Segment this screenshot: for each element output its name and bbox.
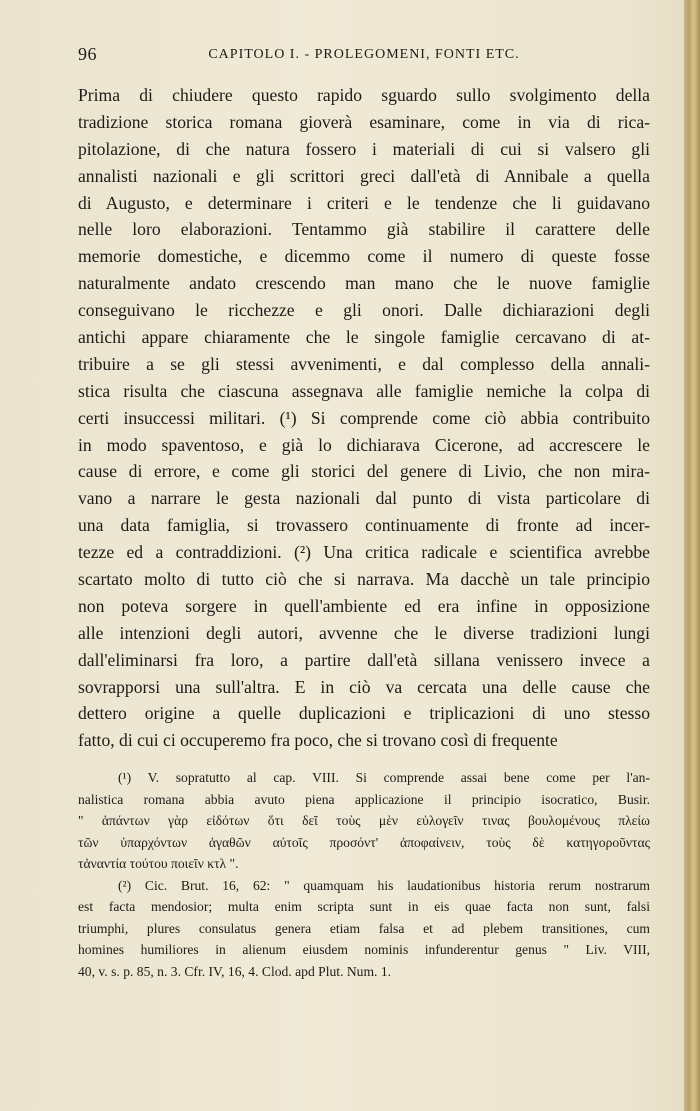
text-line: dall'eliminarsi fra loro, a partire dall'età sillana venissero invece a [78,649,650,670]
text-line: annalisti nazionali e gli scrittori greci dall'età di Annibale a quella [78,165,650,186]
text-line: dettero origine a quelle duplicazioni e triplicazioni di uno stesso [78,703,650,724]
text-line: tradizione storica romana gioverà esaminare, come in via di rica- [78,111,650,132]
text-line: certi insuccessi militari. (¹) Si comprende come ciò abbia contribuito [78,407,650,428]
footnote-line: est facta mendosior; multa enim scripta sunt in eis quae facta non sunt, falsi [78,899,650,914]
footnote-line: (¹) V. sopratutto al cap. VIII. Si comprende assai bene come per l'an- [118,770,650,785]
text-line: scartato molto di tutto ciò che si narrava. Ma dacchè un tale principio [78,569,650,590]
footnote-line: triumphi, plures consulatus genera etiam falsa et ad plebem transitiones, cum [78,920,650,936]
footnote-line: τἀναντία τούτου ποιεῖν κτλ ". [78,856,239,871]
page-edge [684,0,700,1111]
main-text [78,82,650,754]
text-line: stica risulta che ciascuna assegnava alle famiglie nemiche la colpa di [78,380,650,401]
page-header [78,44,650,72]
footnote-line: " ἁπάντων γὰρ εἰδότων ὅτι δεῖ τοὺς μὲν εὐλογεῖν τινας βουλομένους πλείω [78,813,650,828]
text-line: conseguivano le ricchezze e gli onori. Dalle dichiarazioni degli [78,300,650,321]
text-line: in modo spaventoso, e già lo dichiarava Cicerone, ad accrescere le [78,434,650,455]
footnote-line: nalistica romana abbia avuto piena applicazione il principio isocratico, Busir. [78,791,650,807]
text-line: vano a narrare le gesta nazionali dal punto di vista particolare di [78,488,650,509]
text-line: fatto, di cui ci occuperemo fra poco, che si trovano così di frequente [78,730,558,751]
text-line: alle intenzioni degli autori, avvenne che le diverse tradizioni lungi [78,622,650,643]
footnote-line: τῶν ὑπαρχόντων ἀγαθῶν αὐτοῖς προσόντ' ἀποφαίνειν, τοὺς δὲ κατηγοροῦντας [78,834,650,850]
running-title: CAPITOLO I. - PROLEGOMENI, FONTI ETC. [208,47,520,62]
text-line: naturalmente andato crescendo man mano che le nuove famiglie [78,273,650,294]
text-line: una data famiglia, si trovassero continuamente di fronte ad incer- [78,515,650,536]
text-line: memorie domestiche, e dicemmo come il numero di queste fosse [78,246,650,267]
text-line: Prima di chiudere questo rapido sguardo sullo svolgimento della [78,85,650,105]
footnotes [78,767,650,982]
footnote-line: 40, v. s. p. 85, n. 3. Cfr. IV, 16, 4. Clod. apd Plut. Num. 1. [78,963,392,979]
text-line: pitolazione, di che natura fossero i materiali di cui si valsero gli [78,138,650,159]
footnote-line: (²) Cic. Brut. 16, 62: " quamquam his laudationibus historia rerum nostrarum [118,877,650,893]
text-line: sovrapporsi una sull'altra. E in ciò va cercata una delle cause che [78,676,650,697]
text-line: cause di errore, e come gli storici del genere di Livio, che non mira- [78,461,650,482]
text-line: nelle loro elaborazioni. Tentammo già stabilire il carattere delle [78,219,650,240]
text-line: di Augusto, e determinare i criteri e le tendenze che li guidavano [78,192,650,213]
page-number: 96 [78,44,97,64]
text-line: tezze ed a contraddizioni. (²) Una critica radicale e scientifica avrebbe [78,542,650,563]
text-line: antichi appare chiaramente che le singole famiglie cercavano di at- [78,327,650,348]
text-line: non poteva sorgere in quell'ambiente ed era infine in opposizione [78,595,650,616]
text-line: tribuire a se gli stessi avvenimenti, e dal complesso della annali- [78,353,650,374]
footnote-line: homines humiliores in alienum eiusdem nominis infunderentur genus " Liv. VIII, [78,942,650,957]
